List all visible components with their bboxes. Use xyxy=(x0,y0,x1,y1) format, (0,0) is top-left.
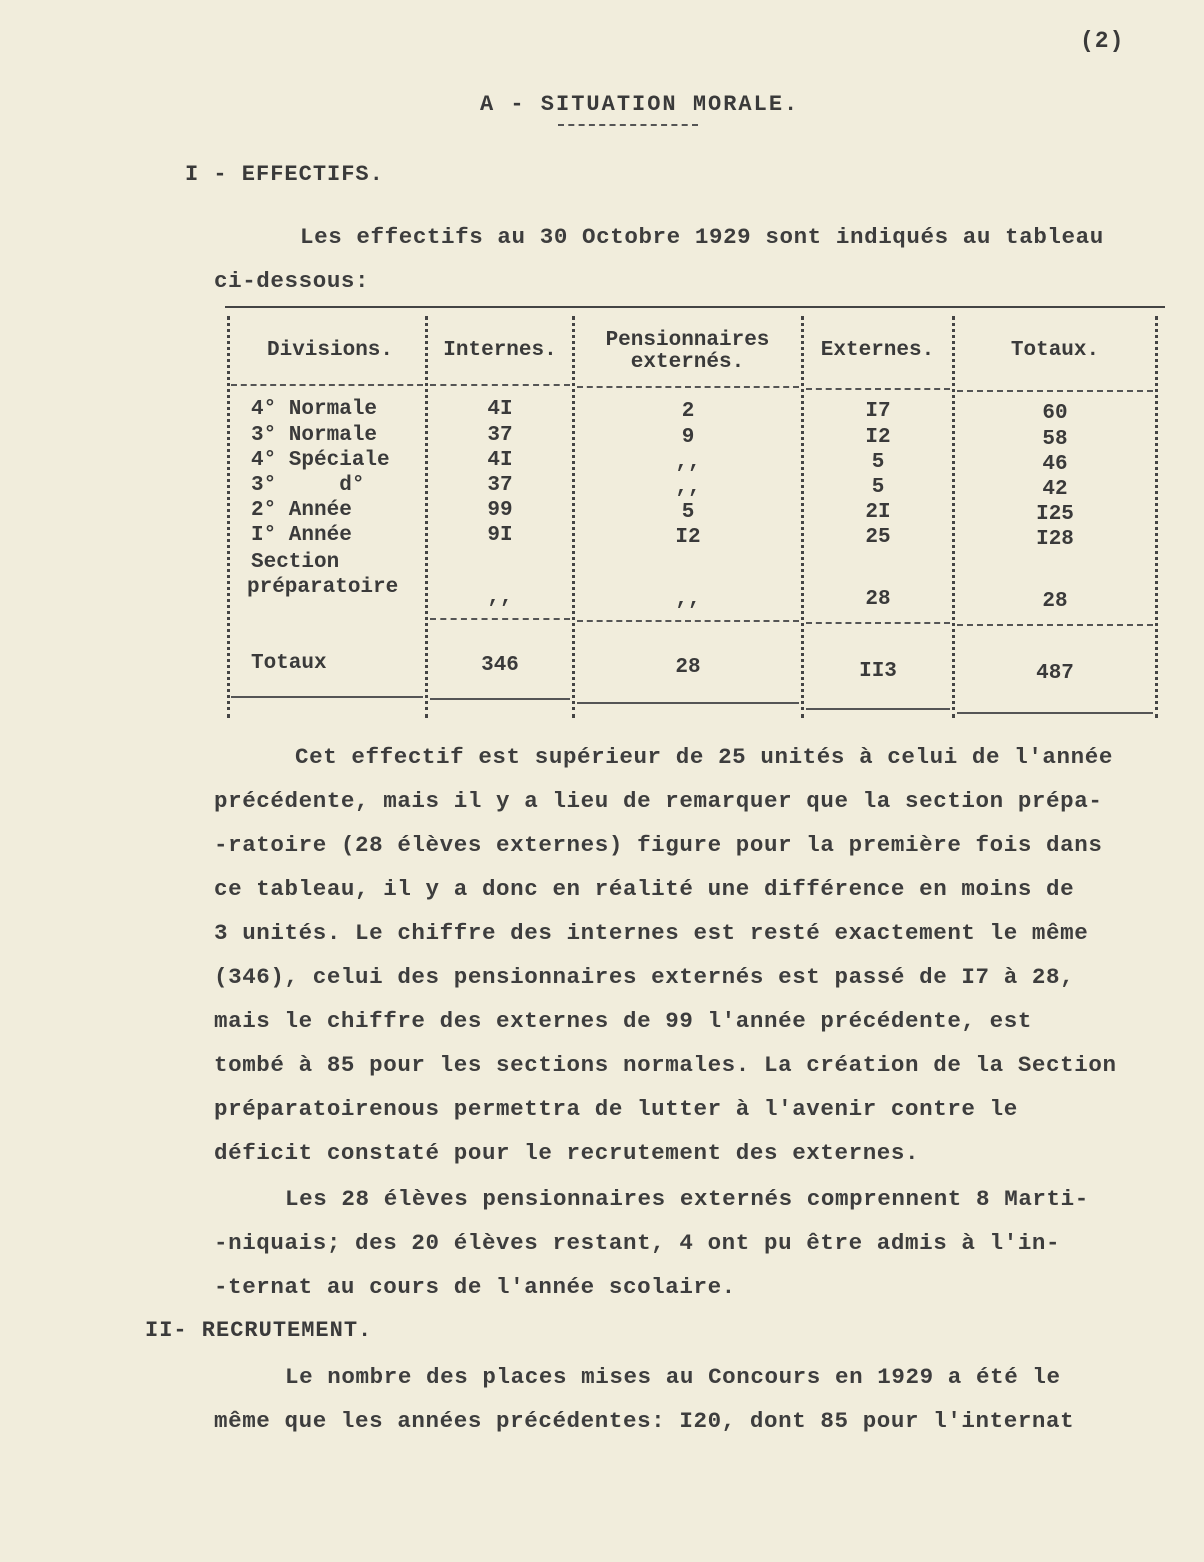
table-header-pensionnaires: Pensionnaires externés. xyxy=(605,329,770,374)
table-total-rule xyxy=(430,618,570,620)
table-top-rule xyxy=(225,306,1165,308)
externes-value: 2I xyxy=(865,501,891,524)
pensionnaires-value: 5 xyxy=(681,501,695,524)
effectifs-table xyxy=(225,306,1165,718)
intro-line: Les effectifs au 30 Octobre 1929 sont indiqués au tableau xyxy=(300,224,1104,250)
internes-value: 4I xyxy=(487,449,513,472)
division-label: Section xyxy=(251,551,340,574)
externes-value: 28 xyxy=(865,588,891,611)
main-heading: A - SITUATION MORALE. xyxy=(480,92,800,117)
externes-value: I7 xyxy=(865,400,891,423)
pensionnaires-value: ,, xyxy=(675,451,701,474)
body-line: Cet effectif est supérieur de 25 unités à celui de l'année xyxy=(295,744,1113,770)
table-header-rule xyxy=(231,384,423,386)
externes-value: 5 xyxy=(871,451,885,474)
table-header-internes: Internes. xyxy=(443,339,557,362)
pensionnaires-value: I2 xyxy=(675,526,701,549)
table-header-divisions: Divisions. xyxy=(266,339,394,362)
internes-value: 37 xyxy=(487,424,513,447)
division-label: I° Année xyxy=(251,524,352,547)
total-internes-value: 346 xyxy=(481,654,519,677)
table-bottom-rule xyxy=(806,708,950,710)
table-header-totaux: Totaux. xyxy=(1010,339,1100,362)
division-label: 4° Spéciale xyxy=(251,449,390,472)
totaux-value: 42 xyxy=(1042,478,1068,501)
table-bottom-rule xyxy=(430,698,570,700)
externes-value: 25 xyxy=(865,526,891,549)
externes-value: 5 xyxy=(871,476,885,499)
body-line: même que les années précédentes: I20, dont 85 pour l'internat xyxy=(214,1408,1075,1434)
total-pensionnaires-value: 28 xyxy=(675,656,701,679)
table-col-sep xyxy=(572,316,575,718)
body-line: -ratoire (28 élèves externes) figure pour la première fois dans xyxy=(214,832,1103,858)
table-header-rule xyxy=(577,386,799,388)
table-header-rule xyxy=(806,388,950,390)
table-header-rule xyxy=(957,390,1153,392)
body-line: mais le chiffre des externes de 99 l'année précédente, est xyxy=(214,1008,1032,1034)
table-col-sep xyxy=(801,316,804,718)
pensionnaires-value: 9 xyxy=(681,426,695,449)
table-col-sep xyxy=(425,316,428,718)
total-label: Totaux xyxy=(251,652,327,675)
table-col-sep xyxy=(952,316,955,718)
pensionnaires-value: 2 xyxy=(681,400,695,423)
division-label: 3° Normale xyxy=(251,424,378,447)
body-line: 3 unités. Le chiffre des internes est resté exactement le même xyxy=(214,920,1089,946)
total-externes-value: II3 xyxy=(859,660,897,683)
table-bottom-rule xyxy=(577,702,799,704)
body-line: préparatoirenous permettra de lutter à l'avenir contre le xyxy=(214,1096,1018,1122)
totaux-value: 28 xyxy=(1042,590,1068,613)
body-line: Le nombre des places mises au Concours en 1929 a été le xyxy=(285,1364,1061,1390)
body-line: tombé à 85 pour les sections normales. La création de la Section xyxy=(214,1052,1117,1078)
internes-value: 9I xyxy=(487,524,513,547)
division-label: 2° Année xyxy=(251,499,352,522)
totaux-value: 58 xyxy=(1042,428,1068,451)
totaux-value: I28 xyxy=(1036,528,1074,551)
table-total-rule xyxy=(806,622,950,624)
totaux-value: 46 xyxy=(1042,453,1068,476)
internes-value: 4I xyxy=(487,398,513,421)
table-header-externes: Externes. xyxy=(820,339,935,362)
body-line: -ternat au cours de l'année scolaire. xyxy=(214,1274,736,1300)
table-col-sep xyxy=(227,316,230,718)
body-line: précédente, mais il y a lieu de remarquer que la section prépa- xyxy=(214,788,1103,814)
table-header-rule xyxy=(430,384,570,386)
totaux-value: I25 xyxy=(1036,503,1074,526)
pensionnaires-value: ,, xyxy=(675,476,701,499)
body-line: Les 28 élèves pensionnaires externés comprennent 8 Marti- xyxy=(285,1186,1089,1212)
intro-line: ci-dessous: xyxy=(214,268,370,294)
division-label: 4° Normale xyxy=(251,398,378,421)
division-label: 3° d° xyxy=(251,474,365,497)
body-line: déficit constaté pour le recrutement des externes. xyxy=(214,1140,920,1166)
section-heading-effectifs: I - EFFECTIFS. xyxy=(185,162,384,187)
section-heading-recrutement: II- RECRUTEMENT. xyxy=(145,1318,373,1343)
body-line: (346), celui des pensionnaires externés est passé de I7 à 28, xyxy=(214,964,1075,990)
table-bottom-rule xyxy=(231,696,423,698)
totaux-value: 60 xyxy=(1042,402,1068,425)
body-line: -niquais; des 20 élèves restant, 4 ont pu être admis à l'in- xyxy=(214,1230,1061,1256)
body-line: ce tableau, il y a donc en réalité une différence en moins de xyxy=(214,876,1075,902)
pensionnaires-value: ,, xyxy=(675,588,701,611)
table-col-sep xyxy=(1155,316,1158,718)
internes-value: 37 xyxy=(487,474,513,497)
externes-value: I2 xyxy=(865,426,891,449)
table-bottom-rule xyxy=(957,712,1153,714)
total-totaux-value: 487 xyxy=(1036,662,1074,685)
internes-value: 99 xyxy=(487,499,513,522)
table-total-rule xyxy=(957,624,1153,626)
division-label: préparatoire xyxy=(247,576,399,599)
heading-underline xyxy=(558,124,698,126)
internes-value: ,, xyxy=(487,586,513,609)
page-number: (2) xyxy=(1080,28,1125,54)
table-total-rule xyxy=(577,620,799,622)
